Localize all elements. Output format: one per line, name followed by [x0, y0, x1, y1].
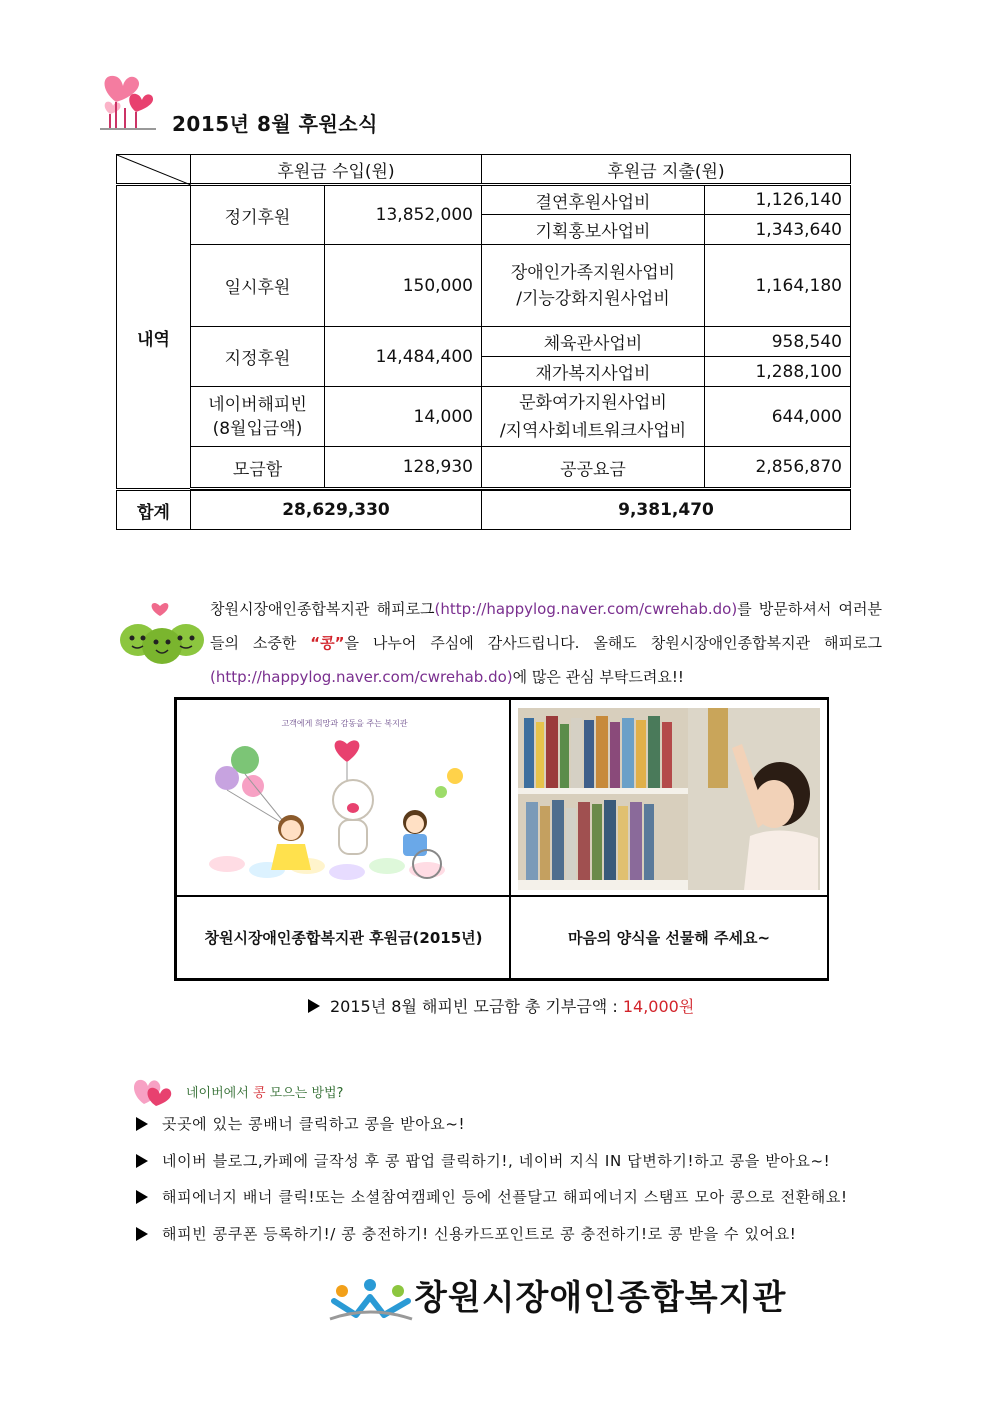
tip-item — [136, 1223, 796, 1244]
happylog-link[interactable]: (http://happylog.naver.com/cwrehab.do) — [434, 600, 738, 618]
income-name-line2: (8월입금액) — [212, 418, 303, 439]
expense-header: 후원금 지출(원) — [482, 155, 851, 185]
summary-amount: 14,000원 — [622, 997, 695, 1016]
expense-amount: 2,856,870 — [705, 447, 851, 489]
total-expense: 9,381,470 — [482, 491, 851, 530]
row-label-details: 내역 — [117, 185, 191, 489]
expense-name: 기획홍보사업비 — [482, 215, 705, 245]
intro-text-4: 에 많은 관심 부탁드려요!! — [512, 668, 684, 686]
banner-tagline: 고객에게 희망과 감동을 주는 복지관 — [281, 719, 408, 728]
tip-text: 해피에너지 배너 클릭!또는 소셜참여캠페인 등에 선플달고 해피에너지 스탬프 모아 콩으로 전환해요! — [162, 1188, 848, 1206]
expense-name: 결연후원사업비 — [482, 185, 705, 215]
arrow-right-icon — [136, 1117, 148, 1131]
income-name: 지정후원 — [191, 327, 325, 387]
income-name-line1: 네이버해피빈 — [208, 394, 307, 415]
expense-name: 재가복지사업비 — [482, 357, 705, 387]
tip-item — [136, 1113, 465, 1134]
expense-name: 체육관사업비 — [482, 327, 705, 357]
income-amount: 128,930 — [325, 447, 482, 489]
intro-text-3: 을 나누어 주심에 감사드립니다. 올해도 창원시장애인종합복지관 해피로그 — [344, 634, 882, 652]
tip-item — [136, 1150, 830, 1171]
illustration-cell — [176, 699, 511, 897]
arrow-right-icon — [308, 999, 320, 1013]
tip-text: 곳곳에 있는 콩배너 클릭하고 콩을 받아요~! — [162, 1115, 466, 1133]
caption-left: 창원시장애인종합복지관 후원금(2015년) — [176, 895, 511, 979]
heart-tree-icon — [96, 68, 160, 132]
org-name: 창원시장애인종합복지관 — [414, 1278, 787, 1318]
income-amount: 150,000 — [325, 245, 482, 327]
table-corner-cell — [117, 155, 191, 185]
howto-title — [186, 1082, 343, 1101]
charity-illustration-image — [197, 736, 487, 886]
tip-text: 해피빈 콩쿠폰 등록하기!/ 콩 충전하기! 신용카드포인트로 콩 충전하기!로 콩 받을 수 있어요! — [162, 1225, 797, 1243]
summary-text: 2015년 8월 해피빈 모금함 총 기부금액 : — [330, 997, 618, 1016]
howto-title-a: 네이버에서 — [186, 1086, 253, 1101]
tip-item — [136, 1186, 848, 1207]
girl-bookshelf-photo-image — [518, 708, 820, 890]
howto-title-kong: 콩 — [252, 1086, 266, 1101]
expense-name-line2: /지역사회네트워크사업비 — [499, 420, 687, 441]
arrow-right-icon — [136, 1190, 148, 1204]
donation-summary — [308, 994, 694, 1017]
income-amount: 14,484,400 — [325, 327, 482, 387]
finance-table — [116, 154, 851, 490]
expense-amount: 1,126,140 — [705, 185, 851, 215]
intro-paragraph — [210, 592, 882, 694]
income-header: 후원금 수입(원) — [191, 155, 482, 185]
income-name — [191, 387, 325, 447]
expense-amount: 958,540 — [705, 327, 851, 357]
howto-title-c: 모으는 방법? — [265, 1086, 344, 1101]
income-name: 일시후원 — [191, 245, 325, 327]
expense-name — [482, 245, 705, 327]
expense-amount: 1,164,180 — [705, 245, 851, 327]
expense-name: 공공요금 — [482, 447, 705, 489]
expense-amount: 644,000 — [705, 387, 851, 447]
happylog-link-2[interactable]: (http://happylog.naver.com/cwrehab.do) — [210, 668, 513, 686]
intro-text-2: 를 방문하셔서 여러분들의 소중한 — [210, 600, 882, 652]
expense-amount: 1,343,640 — [705, 215, 851, 245]
income-name: 모금함 — [191, 447, 325, 489]
totals-row — [116, 490, 851, 530]
photo-cell — [509, 699, 829, 897]
intro-text-1: 창원시장애인종합복지관 해피로그 — [210, 600, 435, 618]
expense-name — [482, 387, 705, 447]
expense-amount: 1,288,100 — [705, 357, 851, 387]
income-amount: 13,852,000 — [325, 185, 482, 245]
arrow-right-icon — [136, 1227, 148, 1241]
org-logo-icon — [326, 1275, 416, 1323]
tip-text: 네이버 블로그,카페에 글작성 후 콩 팝업 클릭하기!, 네이버 지식 IN 답변하기!하고 콩을 받아요~! — [162, 1152, 831, 1170]
bean-mascots-icon — [116, 594, 208, 670]
image-table — [174, 697, 829, 981]
hearts-icon — [128, 1070, 176, 1110]
caption-right: 마음의 양식을 선물해 주세요~ — [509, 895, 829, 979]
expense-name-line1: 장애인가족지원사업비 — [510, 262, 676, 283]
expense-name-line2: /기능강화지원사업비 — [516, 288, 670, 309]
income-name: 정기후원 — [191, 185, 325, 245]
arrow-right-icon — [136, 1154, 148, 1168]
total-income: 28,629,330 — [191, 491, 482, 530]
page-title: 2015년 8월 후원소식 — [172, 112, 378, 136]
total-label: 합계 — [117, 491, 191, 530]
kong-highlight: “콩” — [310, 634, 345, 652]
expense-name-line1: 문화여가지원사업비 — [519, 392, 667, 413]
income-amount: 14,000 — [325, 387, 482, 447]
